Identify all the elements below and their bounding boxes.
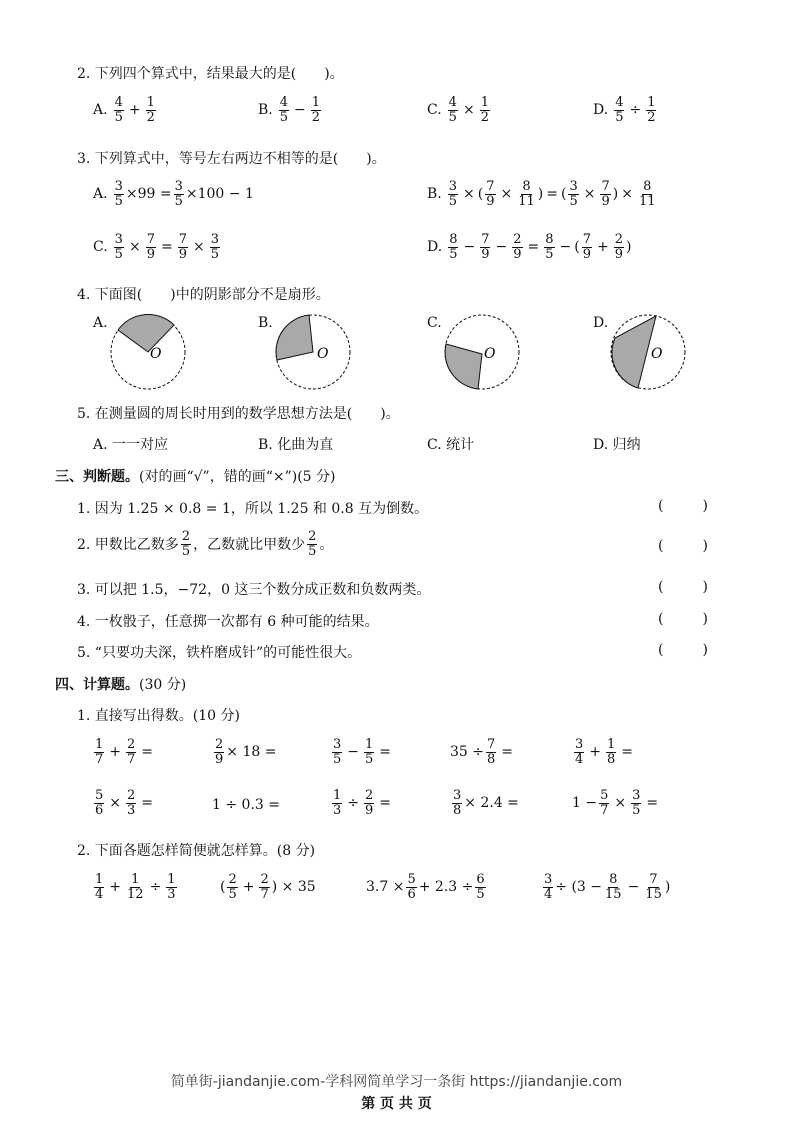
svg-text:O: O	[317, 346, 329, 362]
q5-option-c: C. 统计	[427, 437, 475, 453]
judge-item-4: 4. 一枚骰子，任意掷一次都有 6 种可能的结果。	[77, 614, 379, 630]
answer-paren-3[interactable]: ( )	[658, 579, 708, 595]
simplify-3: 3.7 × $\frac{5}{6}$ + 2.3 ÷ $\frac{6}{5}$	[366, 872, 485, 902]
q4-stem: 4. 下面图( )中的阴影部分不是扇形。	[77, 287, 330, 303]
answer-paren-1[interactable]: ( )	[658, 498, 708, 514]
calc-sub1-heading: 1. 直接写出得数。(10 分)	[77, 708, 240, 724]
q3-option-b: B. $\frac{3}{5}$ × ( $\frac{7}{9}$ × $\frac{8}{11}$ ) = ( $\frac{3}{5}$ × $\frac{7}{9}$ ) × $\frac{8}{11}$	[427, 179, 656, 209]
q2-option-b: B. 4 5 − $\frac{1}{2}$	[258, 95, 321, 125]
figure-d	[608, 312, 690, 392]
q5-stem: 5. 在测量圆的周长时用到的数学思想方法是( )。	[77, 406, 400, 422]
calc-sub2-heading: 2. 下面各题怎样简便就怎样算。(8 分)	[77, 843, 316, 859]
q3-option-c: C. $\frac{3}{5}$ × $\frac{7}{9}$ = $\frac{7}{9}$ × $\frac{3}{5}$	[93, 232, 219, 262]
calc-1-5: 3 4 + $\frac{1}{8}$ =	[575, 737, 634, 767]
calc-2-5: 1 − $\frac{5}{7}$ × $\frac{3}{5}$ =	[572, 788, 659, 818]
calc-1-3: 3 5 − $\frac{1}{5}$ =	[333, 737, 392, 767]
q2-option-a: A. 4 5 + $\frac{1}{2}$	[93, 95, 155, 125]
judge-item-2: 2. 甲数比乙数多 2 5 ，乙数就比甲数少 2 5 。	[77, 529, 334, 559]
q4-label-d: D.	[593, 315, 609, 331]
svg-text:O: O	[651, 346, 663, 362]
q5-option-a: A. 一一对应	[93, 437, 169, 453]
q3-option-a: A. $\frac{3}{5}$ ×99 = $\frac{3}{5}$ ×100 − 1	[93, 179, 254, 209]
answer-paren-4[interactable]: ( )	[658, 611, 708, 627]
judge-item-5: 5. “只要功夫深，铁杵磨成针”的可能性很大。	[77, 645, 362, 661]
q5-option-d: D. 归纳	[593, 437, 641, 453]
q5-option-b: B. 化曲为直	[258, 437, 334, 453]
judge-item-3: 3. 可以把 1.5，−72，0 这三个数分成正数和负数两类。	[77, 582, 431, 598]
calc-1-4: 35 ÷ $\frac{7}{8}$ =	[450, 737, 514, 767]
q2-stem: 2. 下列四个算式中，结果最大的是( )。	[77, 66, 344, 82]
footer-watermark: 简单街-jiandanjie.com-学科网简单学习一条街 https://jiandanjie.com	[170, 1074, 623, 1090]
calc-2-3: $\frac{1}{3}$ ÷ $\frac{2}{9}$ =	[333, 788, 392, 818]
simplify-4: $\frac{3}{4}$ ÷ (3 − $\frac{8}{15}$ − $\frac{7}{15}$ )	[544, 872, 671, 902]
q2-option-d: D. $\frac{4}{5}$ ÷ $\frac{1}{2}$	[593, 95, 656, 125]
q3-option-d: D. 8 5 − $\frac{7}{9}$ − $\frac{2}{9}$ = $\frac{8}{5}$ − ( $\frac{7}{9}$ + $\frac{2}{9}$ )	[427, 232, 632, 262]
calc-2-2: 1 ÷ 0.3 =	[212, 797, 280, 813]
calc-1-2: $\frac{2}{9}$ × 18 =	[215, 737, 277, 767]
svg-text:O: O	[150, 346, 162, 362]
simplify-2: ( 2 5 + $\frac{2}{7}$ ) × 35	[220, 872, 316, 902]
page-number: 第 页 共 页	[361, 1096, 432, 1112]
section-4-heading: 四、计算题。(30 分)	[55, 677, 187, 693]
calc-1-1: 1 7 + $\frac{2}{7}$ =	[95, 737, 154, 767]
figure-a	[108, 312, 190, 392]
figure-b	[273, 312, 355, 392]
svg-text:O: O	[484, 346, 496, 362]
q2-option-c: C. $\frac{4}{5}$ × $\frac{1}{2}$	[427, 95, 489, 125]
calc-2-4: $\frac{3}{8}$ × 2.4 =	[453, 788, 519, 818]
judge-item-1: 1. 因为 1.25 × 0.8 = 1，所以 1.25 和 0.8 互为倒数。	[77, 501, 429, 517]
calc-2-1: $\frac{5}{6}$ × $\frac{2}{3}$ =	[95, 788, 154, 818]
section-3-heading: 三、判断题。(对的画“√”，错的画“×”)(5 分)	[55, 469, 336, 485]
answer-paren-2[interactable]: ( )	[658, 538, 708, 554]
q4-label-a: A.	[93, 315, 108, 331]
answer-paren-5[interactable]: ( )	[658, 642, 708, 658]
q4-label-b: B.	[258, 315, 273, 331]
q4-label-c: C.	[427, 315, 442, 331]
figure-c	[442, 312, 524, 392]
q3-stem: 3. 下列算式中，等号左右两边不相等的是( )。	[77, 151, 386, 167]
simplify-1: 1 4 + $\frac{1}{12}$ ÷ $\frac{1}{3}$	[95, 872, 176, 902]
